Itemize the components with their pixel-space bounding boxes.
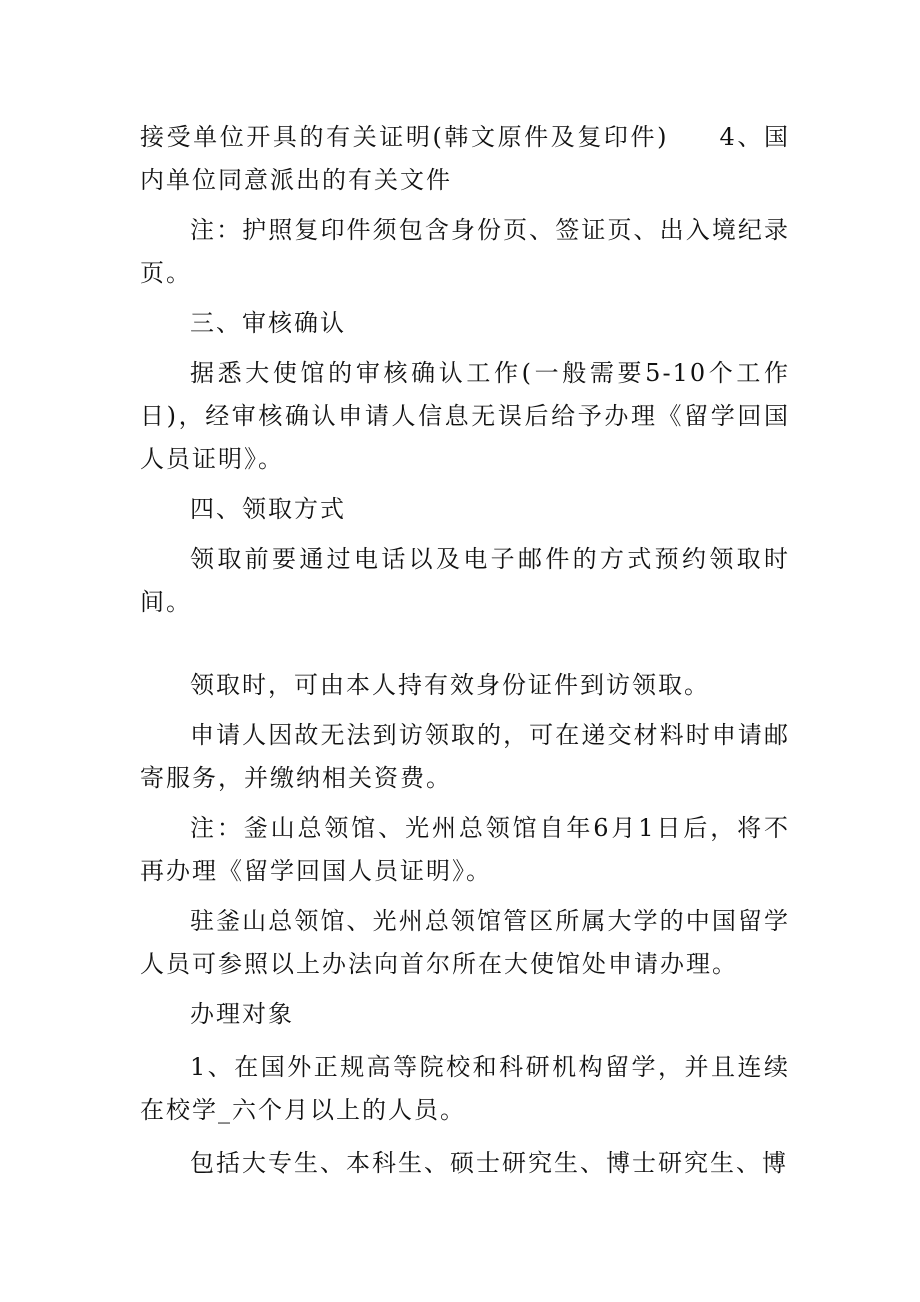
paragraph-consulate-note: 注：釜山总领馆、光州总领馆自年6月1日后，将不再办理《留学回国人员证明》。 xyxy=(140,814,790,885)
paragraph-consulate-students: 驻釜山总领馆、光州总领馆管区所属大学的中国留学人员可参照以上办法向首尔所在大使馆处申请办理。 xyxy=(140,907,790,978)
section-heading-review: 三、审核确认 xyxy=(190,309,346,337)
paragraph-degree-types: 包括大专生、本科生、硕士研究生、博士研究生、博 xyxy=(190,1149,788,1177)
paragraph-required-documents: 接受单位开具的有关证明(韩文原件及复印件) 4、国内单位同意派出的有关文件 xyxy=(140,123,790,194)
paragraph-pickup-appointment: 领取前要通过电话以及电子邮件的方式预约领取时间。 xyxy=(140,545,790,616)
section-heading-eligibility: 办理对象 xyxy=(190,1000,294,1028)
paragraph-eligibility-item-1: 1、在国外正规高等院校和科研机构留学，并且连续在校学_六个月以上的人员。 xyxy=(140,1053,790,1124)
paragraph-passport-note: 注：护照复印件须包含身份页、签证页、出入境纪录页。 xyxy=(140,216,790,287)
paragraph-mail-service: 申请人因故无法到访领取的，可在递交材料时申请邮寄服务，并缴纳相关资费。 xyxy=(140,721,790,792)
document-page xyxy=(140,116,790,1185)
section-heading-pickup: 四、领取方式 xyxy=(190,495,346,523)
paragraph-pickup-in-person: 领取时，可由本人持有效身份证件到访领取。 xyxy=(190,671,710,699)
paragraph-review-details: 据悉大使馆的审核确认工作(一般需要5-10个工作日)，经审核确认申请人信息无误后给予办理《留学回国人员证明》。 xyxy=(140,359,790,473)
